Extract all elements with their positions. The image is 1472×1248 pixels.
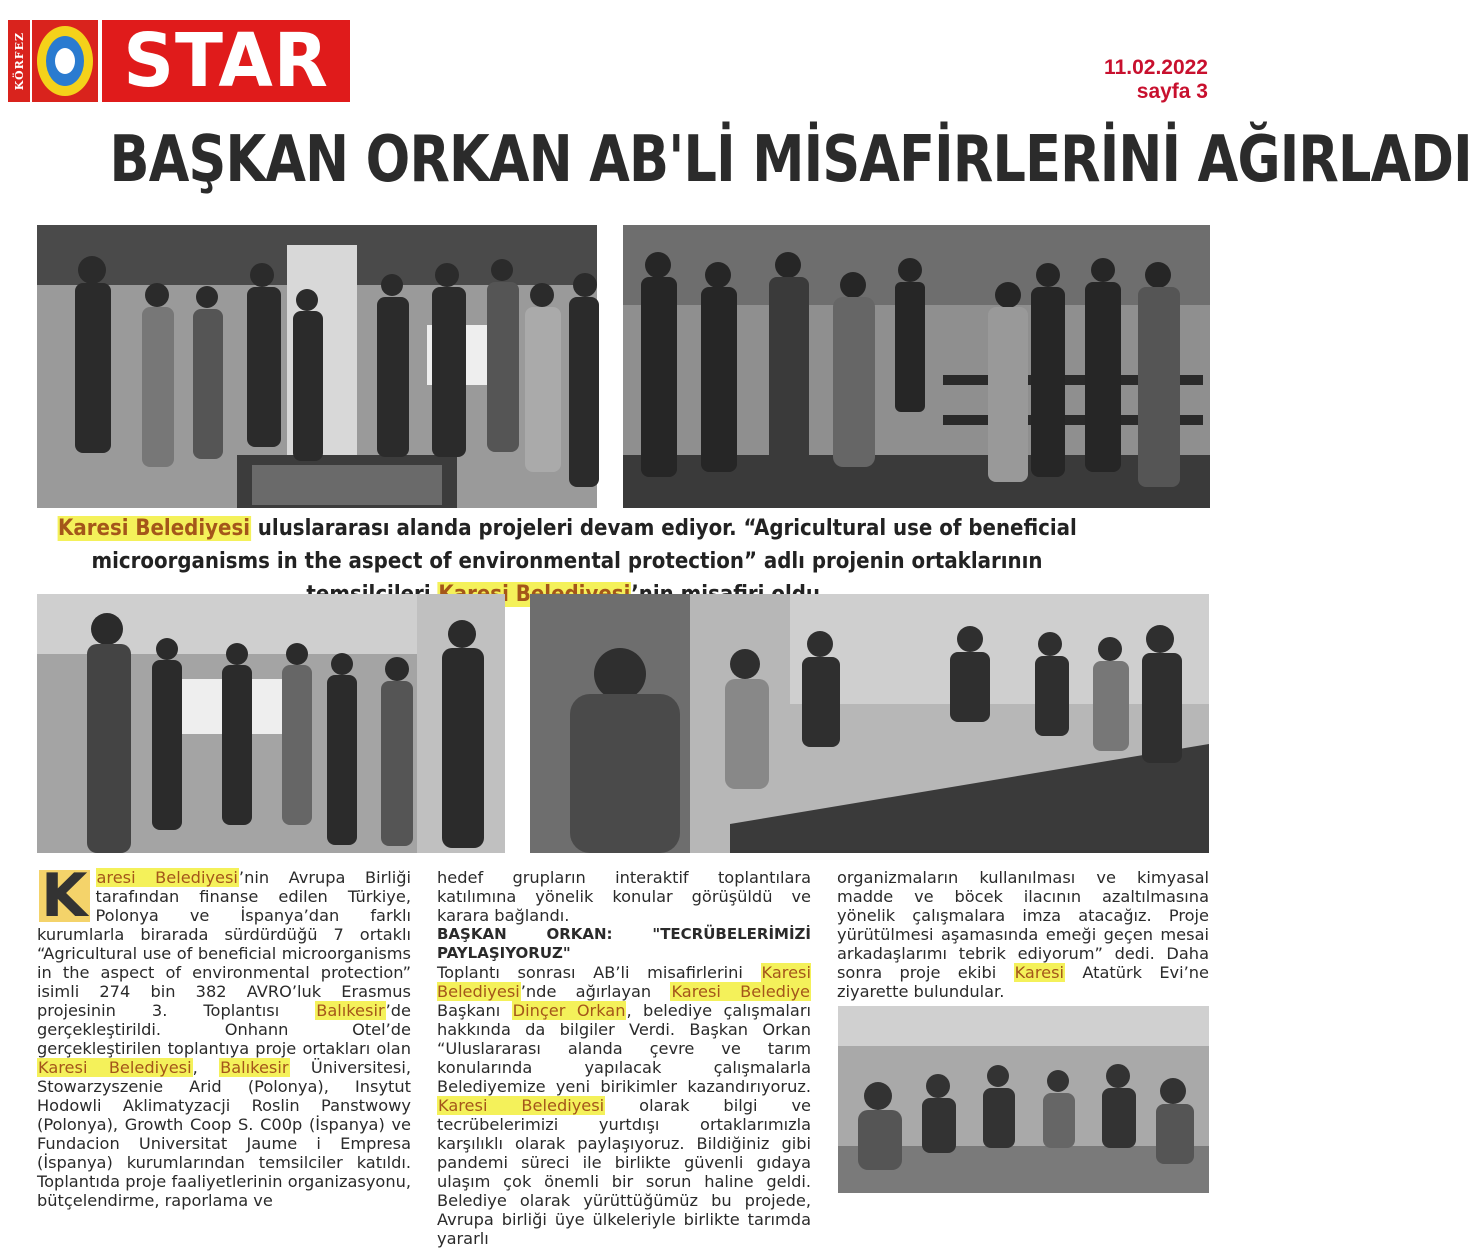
caption-text: uluslararası alanda projeleri devam ediyor. “Agricultural use of beneficial microorganisms in the aspect of environmental protection” adlı projenin ortaklarının — [91, 516, 1077, 574]
body-text: ’nin Avrupa Birliği tarafından finanse edilen Türkiye, Polonya ve İspanya’dan farklı kurumlarla birarada sürdürdüğü 7 ortaklı “Agricultural use of beneficial microorganisms in the aspect of environmental protection” isimli 274 bin 382 AVRO’luk Erasmus projesinin 3. Toplantısı — [37, 868, 411, 1020]
article-paragraph: hedef grupların interaktif toplantılara katılımına yönelik konular görüşüldü ve karara bağlandı. — [437, 868, 811, 925]
highlight-karesi: Karesi Belediye — [671, 982, 810, 1001]
body-text: Başkanı — [437, 1001, 512, 1020]
body-text: organizmaların kullanılması ve kimyasal madde ve böcek ilacının azaltılmasına yönelik çalışmalara imza atacağız. Proje yürütülmesi aşamasında emeği geçen mesai arkadaşlarımı tebrik ediyorum” dedi. Daha sonra proje ekibi — [837, 868, 1209, 982]
brand-wordmark: STAR — [123, 18, 329, 104]
body-text: Üniversitesi, Stowarzyszenie Arid (Polonya), Insytut Hodowli Aklimatyzacji Roslin Panstwowy (Polonya), Growth Coop S. C00p (İspanya) ve Fundacion Universitat Jaume i Empresa (İspanya) kurumlarından temsilciler katıldı. Toplantıda proje faaliyetlerinin organizasyonu, bütçelendirme, raporlama ve — [37, 1058, 411, 1210]
newspaper-logo — [8, 20, 350, 102]
article-subheading: BAŞKAN ORKAN: "TECRÜBELERİMİZİ PAYLAŞIYORUZ" — [437, 925, 811, 962]
photo-seated-meeting — [838, 1006, 1209, 1193]
article-headline: BAŞKAN ORKAN AB'Lİ MİSAFİRLERİNİ AĞIRLADI — [109, 123, 1472, 197]
body-text: , belediye çalışmaları hakkında da bilgiler Verdi. Başkan Orkan “Uluslararası alanda çevre ve tarım konularında yapılacak çalışmalarla Belediyemize yeni birikimler kazandırıyoruz. — [437, 1001, 811, 1096]
highlight-karesi: aresi Belediyesi — [96, 868, 238, 887]
article-paragraph — [437, 963, 811, 1248]
logo-emblem-icon — [32, 20, 98, 102]
body-text: Toplantı sonrası AB’li misafirlerini — [437, 963, 761, 982]
photo-group-lobby — [37, 225, 597, 508]
highlight-karesi: Karesi Belediyesi — [58, 516, 251, 541]
article-paragraph — [837, 868, 1209, 1001]
photo-group-cheque — [37, 594, 505, 853]
photo-meeting-table — [530, 594, 1209, 853]
body-text: , — [192, 1058, 220, 1077]
body-text: ’nde ağırlayan — [520, 982, 671, 1001]
highlight-mayor-name: Dinçer Orkan — [512, 1001, 626, 1020]
body-text: olarak bilgi ve tecrübelerimizi yurtdışı ortaklarımızla karşılıklı olarak paylaşıyoruz. Bildiğiniz gibi pandemi süreci ile birlikte güvenli gıdaya ulaşım çok önemli bir sorun haline geldi. Belediye olarak yürüttüğümüz bu projede, Avrupa birliği üye ülkeleriyle birlikte tarımda yararlı — [437, 1096, 811, 1248]
body-text: Atatürk Evi’ne ziyarette bulundular. — [837, 963, 1209, 1001]
article-column-3 — [837, 868, 1209, 1001]
highlight-karesi: Karesi Belediyesi — [438, 1096, 605, 1115]
highlight-balikesir: Balıkesir — [220, 1058, 289, 1077]
issue-info — [1104, 56, 1208, 104]
issue-date: 11.02.2022 — [1104, 56, 1208, 79]
dropcap-letter: K — [41, 861, 88, 931]
body-text: ’de gerçekleştirildi. Onhann Otel’de gerçekleştirilen toplantıya proje ortakları olan — [37, 1001, 411, 1058]
korfez-label-strip — [8, 20, 30, 102]
article-column-2 — [437, 868, 811, 1248]
photo-group-ataturk-house — [623, 225, 1210, 508]
korfez-label: KÖRFEZ — [12, 31, 26, 91]
highlight-karesi: Karesi — [1014, 963, 1065, 982]
page-number: sayfa 3 — [1136, 80, 1208, 103]
article-column-1 — [37, 861, 411, 1210]
highlight-balikesir: Balıkesir — [316, 1001, 385, 1020]
highlight-karesi: Karesi Belediyesi — [38, 1058, 192, 1077]
highlight-karesi: Karesi Belediyesi — [437, 963, 811, 1001]
article-paragraph — [37, 861, 411, 1210]
brand-box — [102, 20, 350, 102]
